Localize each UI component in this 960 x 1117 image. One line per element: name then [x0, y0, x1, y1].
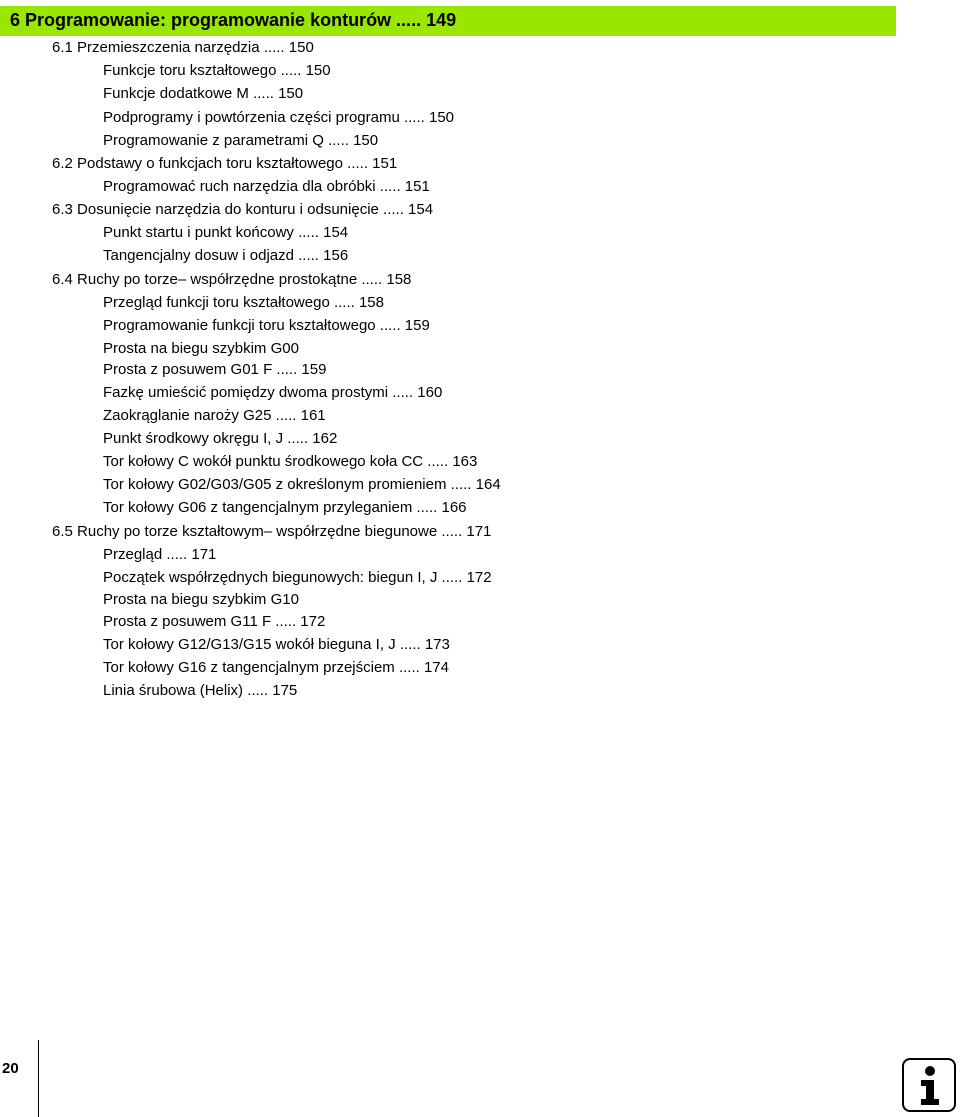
toc-subsection-entry[interactable]: Punkt startu i punkt końcowy ..... 154 [103, 224, 349, 241]
toc-subsection-entry[interactable]: Przegląd ..... 171 [103, 546, 217, 563]
toc-section-entry[interactable]: 6.4 Ruchy po torze– współrzędne prostokątne ..... 158 [52, 271, 412, 288]
toc-subsection-entry[interactable]: Programować ruch narzędzia dla obróbki ..... 151 [103, 178, 430, 195]
toc-subsection-entry[interactable]: Tor kołowy G16 z tangencjalnym przejściem ..... 174 [103, 659, 449, 676]
toc-subsection-entry[interactable]: Linia śrubowa (Helix) ..... 175 [103, 682, 298, 699]
toc-subsection-entry[interactable]: Tor kołowy G06 z tangencjalnym przyleganiem ..... 166 [103, 499, 467, 516]
toc-subsection-entry[interactable]: Tangencjalny dosuw i odjazd ..... 156 [103, 247, 349, 264]
toc-subsection-entry[interactable]: Tor kołowy C wokół punktu środkowego koła CC ..... 163 [103, 453, 478, 470]
toc-section-entry[interactable]: 6.1 Przemieszczenia narzędzia ..... 150 [52, 39, 314, 56]
toc-subsection-entry[interactable]: Prosta na biegu szybkim G00 [103, 340, 299, 357]
toc-subsection-entry[interactable]: Punkt środkowy okręgu I, J ..... 162 [103, 430, 338, 447]
toc-subsection-entry[interactable]: Programowanie funkcji toru kształtowego ..... 159 [103, 317, 430, 334]
toc-subsection-entry[interactable]: Tor kołowy G12/G13/G15 wokół bieguna I, J ..... 173 [103, 636, 450, 653]
toc-section-entry[interactable]: 6.3 Dosunięcie narzędzia do konturu i odsunięcie ..... 154 [52, 201, 434, 218]
page-number: 20 [2, 1060, 19, 1077]
toc-subsection-entry[interactable]: Prosta na biegu szybkim G10 [103, 591, 299, 608]
chapter-title[interactable]: 6 Programowanie: programowanie konturów ..... 149 [10, 10, 457, 30]
toc-subsection-entry[interactable]: Funkcje toru kształtowego ..... 150 [103, 62, 331, 79]
info-icon [902, 1058, 956, 1112]
footer-divider [38, 1040, 39, 1117]
toc-subsection-entry[interactable]: Tor kołowy G02/G03/G05 z określonym promieniem ..... 164 [103, 476, 501, 493]
toc-subsection-entry[interactable]: Funkcje dodatkowe M ..... 150 [103, 85, 304, 102]
chapter-header-bar [0, 6, 896, 36]
toc-subsection-entry[interactable]: Przegląd funkcji toru kształtowego ..... 158 [103, 294, 384, 311]
toc-subsection-entry[interactable]: Początek współrzędnych biegunowych: biegun I, J ..... 172 [103, 569, 492, 586]
toc-subsection-entry[interactable]: Fazkę umieścić pomiędzy dwoma prostymi ..... 160 [103, 384, 443, 401]
toc-subsection-entry[interactable]: Prosta z posuwem G01 F ..... 159 [103, 361, 327, 378]
toc-subsection-entry[interactable]: Podprogramy i powtórzenia części programu ..... 150 [103, 109, 454, 126]
toc-subsection-entry[interactable]: Programowanie z parametrami Q ..... 150 [103, 132, 379, 149]
toc-subsection-entry[interactable]: Prosta z posuwem G11 F ..... 172 [103, 613, 326, 630]
toc-subsection-entry[interactable]: Zaokrąglanie naroży G25 ..... 161 [103, 407, 326, 424]
toc-section-entry[interactable]: 6.5 Ruchy po torze kształtowym– współrzędne biegunowe ..... 171 [52, 523, 492, 540]
toc-section-entry[interactable]: 6.2 Podstawy o funkcjach toru kształtowego ..... 151 [52, 155, 398, 172]
